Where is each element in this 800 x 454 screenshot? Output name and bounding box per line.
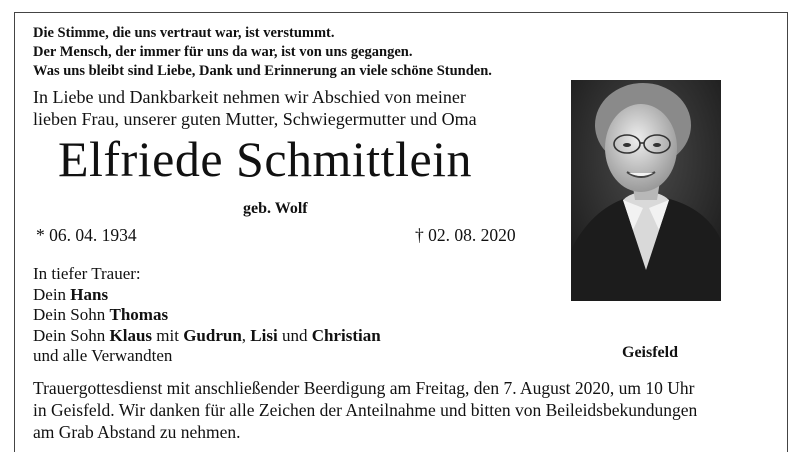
mourners-heading: In tiefer Trauer: bbox=[33, 264, 141, 283]
mourner-connector: mit bbox=[152, 325, 184, 345]
motto-line: Der Mensch, der immer für uns da war, ist von uns gegangen. bbox=[33, 44, 413, 60]
service-line: am Grab Abstand zu nehmen. bbox=[33, 422, 241, 442]
mourner-name: Christian bbox=[311, 325, 381, 345]
mourner-line bbox=[33, 326, 381, 347]
service-line: in Geisfeld. Wir danken für alle Zeichen der Anteilnahme und bitten von Beileidsbekundungen bbox=[33, 400, 698, 420]
mourner-connector: , bbox=[241, 325, 251, 345]
death-date: † 02. 08. 2020 bbox=[415, 225, 516, 245]
maiden-name: geb. Wolf bbox=[243, 200, 308, 217]
mourner-name: Klaus bbox=[109, 325, 153, 345]
mourner-line bbox=[33, 305, 381, 326]
intro-line: lieben Frau, unserer guten Mutter, Schwiegermutter und Oma bbox=[33, 109, 477, 129]
mourner-relation: Dein Sohn bbox=[33, 325, 110, 345]
deceased-name: Elfriede Schmittlein bbox=[58, 131, 473, 187]
mourner-name: Hans bbox=[70, 284, 109, 304]
mourners-list bbox=[33, 264, 381, 367]
mourner-name: Lisi bbox=[250, 325, 278, 345]
birth-date: * 06. 04. 1934 bbox=[36, 225, 137, 245]
mourner-connector: und bbox=[277, 325, 312, 345]
mourner-line bbox=[33, 285, 381, 306]
motto-line: Was uns bleibt sind Liebe, Dank und Erinnerung an viele schöne Stunden. bbox=[33, 63, 492, 79]
motto-line: Die Stimme, die uns vertraut war, ist verstummt. bbox=[33, 25, 335, 41]
mourner-line: und alle Verwandten bbox=[33, 346, 173, 365]
intro-text bbox=[33, 86, 477, 130]
motto-verse bbox=[33, 24, 492, 81]
mourner-name: Gudrun bbox=[183, 325, 242, 345]
intro-line: In Liebe und Dankbarkeit nehmen wir Abschied von meiner bbox=[33, 87, 466, 107]
place-name: Geisfeld bbox=[622, 344, 678, 361]
service-line: Trauergottesdienst mit anschließender Beerdigung am Freitag, den 7. August 2020, um 10 Uhr bbox=[33, 378, 695, 398]
mourner-relation: Dein Sohn bbox=[33, 305, 110, 324]
mourner-name: Thomas bbox=[109, 305, 169, 324]
service-info bbox=[33, 377, 697, 443]
portrait-photo bbox=[571, 80, 721, 301]
portrait-icon bbox=[571, 80, 721, 301]
mourner-relation: Dein bbox=[33, 284, 71, 304]
